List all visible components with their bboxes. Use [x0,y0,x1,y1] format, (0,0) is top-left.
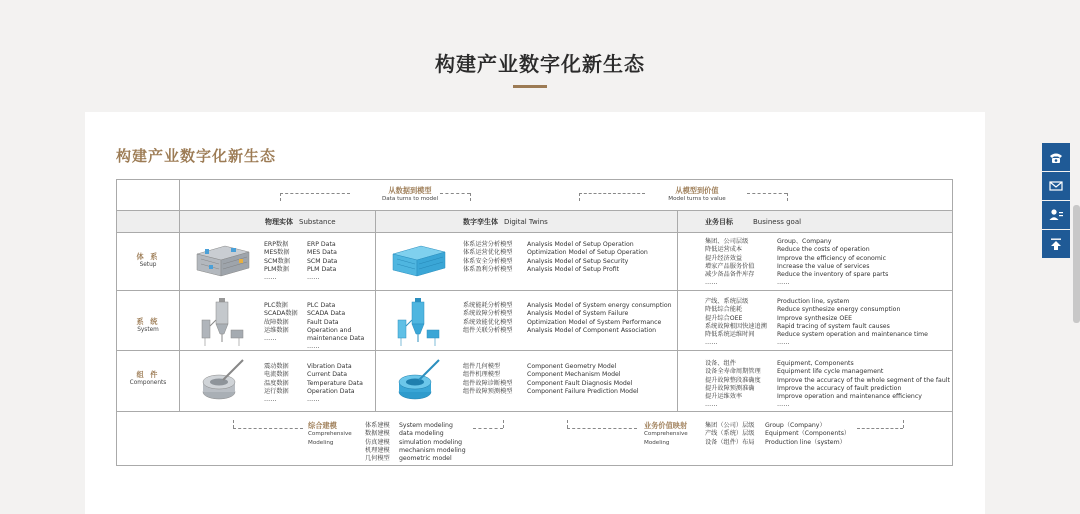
list-item: …… [307,274,320,282]
header-substance-en: Substance [299,218,336,226]
system-model-cn-list [463,302,513,335]
header-substance [265,218,336,226]
phone-button[interactable] [1042,143,1070,171]
list-item: PLC数据 [264,302,288,309]
col-line-label [179,180,180,411]
comprehensive-modeling-cn: 综合建模 [308,421,337,430]
mail-icon [1048,178,1064,194]
list-item: 温度数据 [264,379,289,387]
page-title: 构建产业数字化新生态 [435,52,645,76]
list-item: data modeling [399,430,444,438]
list-item: 集团（公司）层级 [705,422,755,429]
list-item: simulation modeling [399,438,463,446]
list-item: Operation Data [307,387,355,395]
list-item: Improve the accuracy of the whole segment of the fault [777,376,950,384]
list-item: Group、Company [777,238,832,245]
mixer-component-blue-image [393,354,443,406]
back-to-top-button[interactable] [1042,230,1070,258]
components-goal-en-list [777,360,950,410]
page-scrollbar[interactable] [1073,205,1080,323]
list-item: Group（Company） [765,422,826,429]
row-label-components-cn: 组 件 [136,370,160,379]
list-item: Equipment（Components） [765,430,851,438]
setup-data-cn-list [264,241,290,282]
list-item: 设备全寿命周期管理 [705,368,761,376]
phone-icon [1048,149,1064,165]
bottom-line-left-c [473,428,503,429]
system-data-en-list [307,302,364,352]
list-item: 组件关联分析模型 [463,326,513,334]
comprehensive-modeling-en-1: Comprehensive [308,431,352,438]
back-to-top-icon [1048,236,1064,252]
bottom-line-right-c [857,428,903,429]
system-goal-cn-list [705,298,767,348]
list-item: 故障数据 [264,318,289,326]
header-goal [705,218,801,226]
flow-model-to-value-en: Model turns to value [668,196,726,203]
components-goal-cn-list [705,360,761,410]
setup-data-en-list [307,241,337,282]
list-item: 体系安全分析模型 [463,257,513,265]
title-underline [513,85,547,88]
mixer-component-gray-image [197,354,247,406]
list-item: 提升综合OEE [705,314,743,322]
list-item: PLC Data [307,302,336,309]
list-item: …… [264,396,277,404]
list-item: Improve the efficiency of economic [777,254,886,262]
list-item: 提升经济效益 [705,254,743,262]
list-item: Increase the value of services [777,262,870,270]
flow-data-to-model-cn: 从数据到模型 [388,186,432,195]
header-goal-cn: 业务目标 [705,218,733,226]
list-item: Analysis Model of System energy consumption [527,302,672,309]
header-twins-en: Digital Twins [504,218,548,226]
flow-line-right-a [579,193,645,194]
modeling-items-cn-list [365,422,390,463]
row-label-components-en: Components [129,380,167,387]
list-item: ERP数据 [264,241,289,248]
flow-model-to-value [627,187,767,204]
flow-line-left-a [280,193,350,194]
silo-machine-blue-image [393,294,443,348]
list-item: 系统能耗分析模型 [463,302,513,309]
row-separator-3 [117,411,952,412]
row-label-setup-cn: 体 系 [136,252,160,261]
list-item: 组件机理模型 [463,371,501,379]
bottom-line-right-b [567,428,637,429]
list-item: System modeling [399,422,453,429]
list-item: 设备、组件 [705,360,736,367]
silo-machine-gray-image [197,294,247,348]
components-model-cn-list [463,363,513,396]
header-twins [463,218,548,226]
list-item: Production line, system [777,298,850,305]
list-item: 体系盈利分析模型 [463,265,513,273]
list-item: …… [307,343,320,351]
comprehensive-modeling-en-2: Modeling [308,439,334,446]
list-item: SCADA数据 [264,310,298,318]
list-item: 系统效能优化模型 [463,318,513,326]
col-line-goal [677,210,678,411]
contact-button[interactable] [1042,201,1070,229]
list-item: Equipment life cycle management [777,368,884,376]
list-item: MES Data [307,249,337,257]
flow-line-right-d [787,193,788,201]
list-item: …… [705,401,718,409]
list-item: …… [705,339,718,347]
components-data-cn-list [264,363,289,404]
bottom-line-right-a [567,420,568,428]
list-item: Reduce system operation and maintenance time [777,331,928,339]
list-item: 电流数据 [264,371,289,379]
setup-model-en-list [527,241,648,274]
list-item: 体系建模 [365,422,390,429]
list-item: 运维数据 [264,326,289,334]
list-item: 仿真建模 [365,438,390,446]
list-item: …… [264,274,277,282]
flow-line-left-b [280,193,281,201]
list-item: ERP Data [307,241,336,248]
list-item: …… [705,279,718,287]
list-item: Temperature Data [307,379,363,387]
list-item: 增家产品服务价值 [705,262,755,270]
list-item: 数据建模 [365,430,390,438]
row-label-components [117,371,179,388]
list-item: 震动数据 [264,363,289,370]
list-item: Component Mechanism Model [527,371,621,379]
row-label-system-cn: 系 统 [136,317,160,326]
flow-line-right-b [579,193,580,201]
system-data-cn-list [264,302,298,343]
list-item: 机理建模 [365,446,390,454]
list-item: Fault Data [307,318,339,326]
ecosystem-diagram [116,179,953,466]
system-model-en-list [527,302,672,335]
list-item: 系统故障根因快速追溯 [705,322,767,330]
list-item: Equipment, Components [777,360,854,367]
list-item: 提升故障预测准确 [705,384,755,392]
col-line-twins [375,210,376,411]
comprehensive-modeling-label [308,422,352,447]
list-item: Analysis Model of Setup Security [527,257,629,265]
row-separator-2 [117,350,952,351]
list-item: Optimization Model of System Performance [527,318,662,326]
list-item: 组件故障预测模型 [463,387,513,395]
list-item: 减少备品备件库存 [705,271,755,279]
email-button[interactable] [1042,172,1070,200]
list-item: 集团、公司层级 [705,238,749,245]
value-mapping-label [644,422,688,447]
list-item: Reduce the costs of operation [777,246,870,254]
header-row [117,210,952,233]
list-item: Reduce the inventory of spare parts [777,271,889,279]
contact-icon [1048,207,1064,223]
list-item: SCM Data [307,257,338,265]
list-item: SCM数据 [264,257,290,265]
row-label-setup-en: Setup [139,262,157,269]
list-item: 设备（组件）布局 [705,438,755,446]
list-item: …… [777,339,790,347]
flow-data-to-model [345,187,475,204]
list-item: 体系运营分析模型 [463,241,513,248]
bottom-line-left-d [503,420,504,428]
value-mapping-en-2: Modeling [644,439,670,446]
system-goal-en-list [777,298,928,348]
flow-data-to-model-en: Data turns to model [381,196,439,203]
list-item: 提升故障整段准确度 [705,376,761,384]
list-item: Improve synthesize OEE [777,314,853,322]
list-item: mechanism modeling [399,446,466,454]
bottom-line-left-a [233,420,234,428]
value-mapping-cn: 业务价值映射 [644,421,688,430]
list-item: Reduce synthesize energy consumption [777,306,901,314]
list-item: PLM Data [307,265,337,273]
list-item: 系统故障分析模型 [463,310,513,318]
list-item: Analysis Model of Setup Profit [527,265,620,273]
list-item: 体系运营优化模型 [463,249,513,257]
factory-building-blue-image [389,240,449,280]
header-twins-cn: 数字孪生体 [463,218,498,226]
list-item: Current Data [307,371,347,379]
list-item: 降低运营成本 [705,246,743,254]
list-item: …… [777,401,790,409]
list-item: …… [264,335,277,343]
list-item: Analysis Model of Setup Operation [527,241,634,248]
components-model-en-list [527,363,639,396]
list-item: 产线、系统层级 [705,298,749,305]
mapping-items-en-list [765,422,850,447]
list-item: 运行数据 [264,387,289,395]
setup-goal-en-list [777,238,888,288]
bottom-line-left-b [233,428,303,429]
list-item: Analysis Model of System Failure [527,310,629,318]
list-item: 几何模型 [365,455,390,463]
bottom-line-right-d [903,420,904,428]
row-separator-1 [117,290,952,291]
list-item: Component Fault Diagnosis Model [527,379,633,387]
modeling-items-en-list [399,422,466,463]
list-item: 提升运维效率 [705,393,743,401]
list-item: Improve the accuracy of fault prediction [777,384,902,392]
card-title: 构建产业数字化新生态 [116,147,277,165]
flow-line-left-c [440,193,470,194]
list-item: …… [777,279,790,287]
list-item: MES数据 [264,249,290,257]
row-label-system [117,318,179,335]
list-item: …… [307,396,320,404]
flow-line-right-c [747,193,787,194]
factory-building-gray-image [193,240,253,280]
flow-model-to-value-cn: 从模型到价值 [675,186,719,195]
list-item: Operation and [307,326,352,334]
list-item: Improve operation and maintenance efficiency [777,393,922,401]
list-item: 组件故障诊断模型 [463,379,513,387]
header-goal-en: Business goal [753,218,802,226]
list-item: Component Geometry Model [527,363,617,370]
list-item: Component Failure Prediction Model [527,387,639,395]
list-item: 组件几何模型 [463,363,501,370]
setup-model-cn-list [463,241,513,274]
list-item: PLM数据 [264,265,289,273]
row-label-setup [117,253,179,270]
mapping-items-cn-list [705,422,755,447]
list-item: Vibration Data [307,363,352,370]
list-item: Optimization Model of Setup Operation [527,249,648,257]
value-mapping-en-1: Comprehensive [644,431,688,438]
list-item: Rapid tracing of system fault causes [777,322,890,330]
flow-line-left-d [470,193,471,201]
list-item: 降低系统运维时间 [705,331,755,339]
list-item: 产线（系统）层级 [705,430,755,438]
components-data-en-list [307,363,363,404]
list-item: Production line（system） [765,438,846,446]
list-item: SCADA Data [307,310,346,318]
list-item: maintenance Data [307,335,365,343]
list-item: 降低综合能耗 [705,306,743,314]
list-item: Analysis Model of Component Association [527,326,657,334]
header-substance-cn: 物理实体 [265,218,293,226]
row-label-system-en: System [137,327,159,334]
setup-goal-cn-list [705,238,755,288]
list-item: geometric model [399,455,452,463]
